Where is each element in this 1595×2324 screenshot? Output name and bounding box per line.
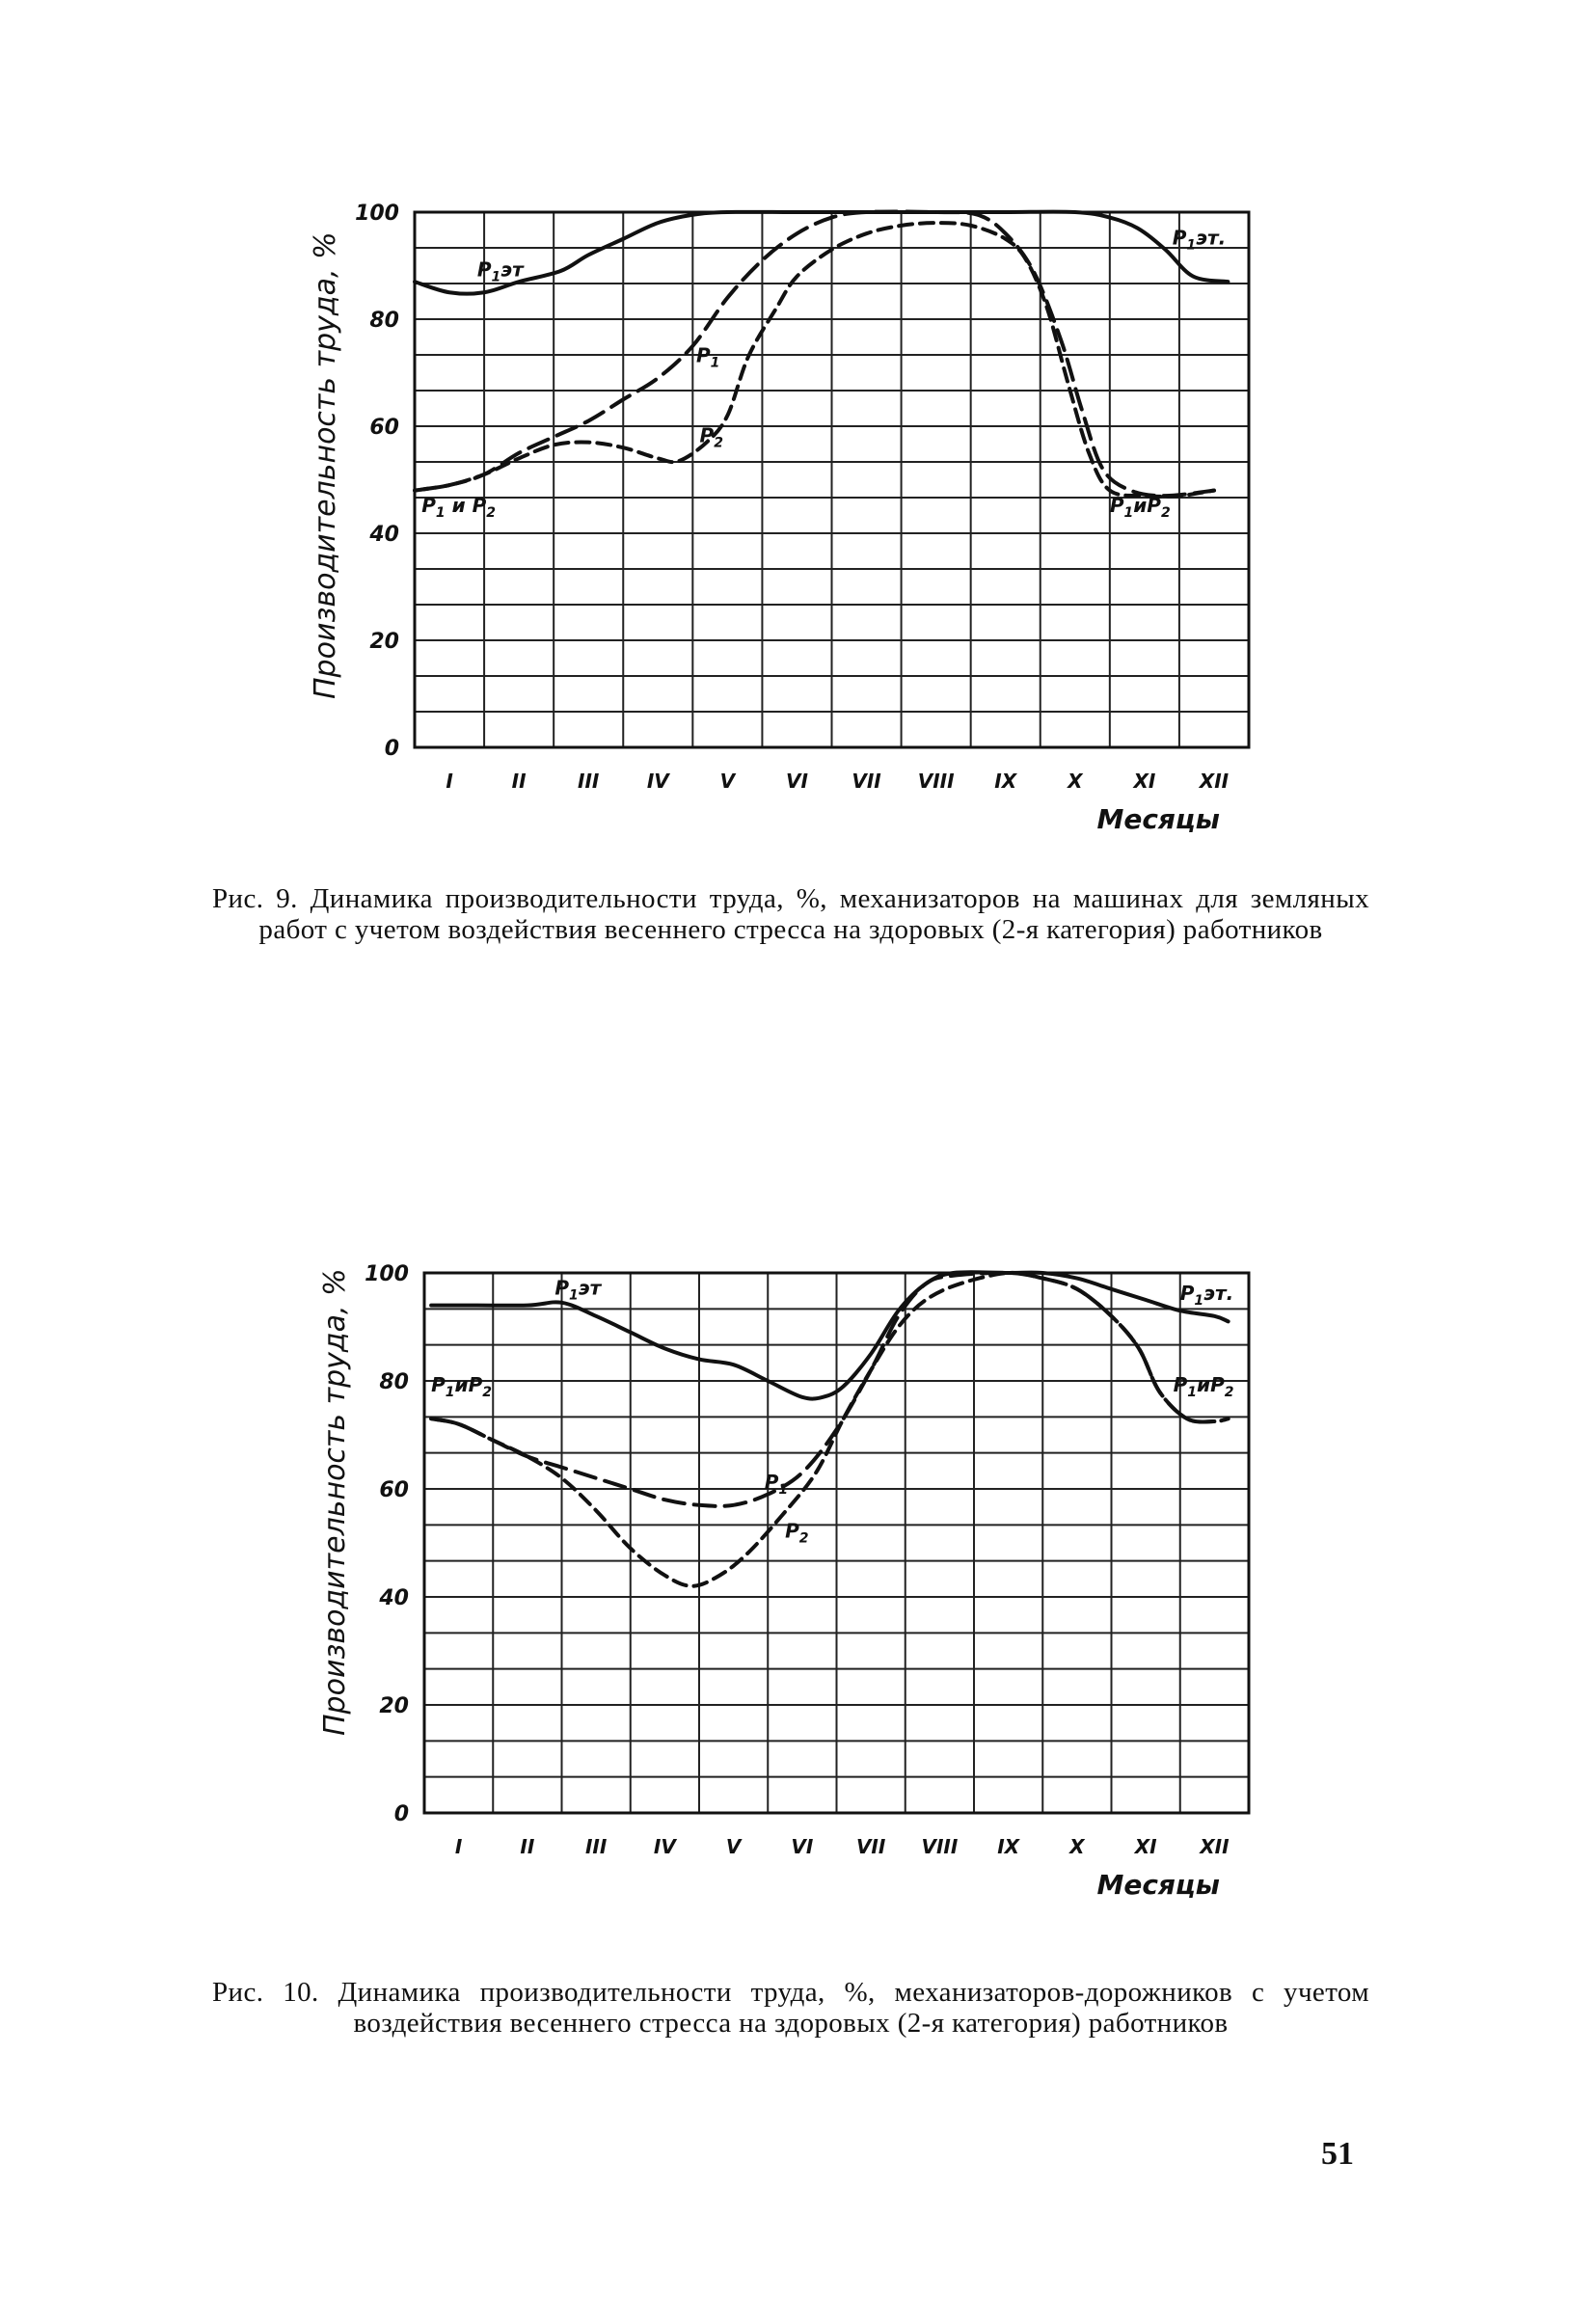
y-tick-label: 40 <box>379 1586 409 1610</box>
x-tick-label: II <box>511 770 527 793</box>
x-tick-label: X <box>1069 1835 1085 1858</box>
x-tick-label: XI <box>1133 770 1156 793</box>
series-label: $P_1эт$ <box>554 1276 602 1304</box>
y-tick-label: 20 <box>379 1694 409 1718</box>
x-tick-label: VII <box>852 770 881 793</box>
x-tick-label: IV <box>646 770 669 793</box>
series-label: $P_1иP_2$ <box>1173 1373 1234 1401</box>
x-tick-label: VI <box>791 1835 814 1858</box>
grid <box>415 212 1249 747</box>
series-line-p1 <box>415 212 1228 294</box>
x-tick-label: III <box>584 1835 608 1858</box>
x-tick-label: VII <box>855 1835 886 1858</box>
x-tick-label: VIII <box>917 770 955 793</box>
y-axis-label: Производительность труда, % <box>318 1268 352 1736</box>
chart-10 <box>289 1234 1311 1929</box>
grid <box>424 1273 1249 1813</box>
series-label: $P_2$ <box>699 423 723 451</box>
x-tick-label: II <box>520 1835 535 1858</box>
x-tick-label: XII <box>1199 770 1230 793</box>
figure-9-caption: Рис. 9. Динамика производительности труда, %, механизаторов на машинах для земляных работ с учетом воздействия весеннего стресса на здоровых (2-я категория) работников <box>212 883 1369 945</box>
x-tick-label: VI <box>785 770 808 793</box>
y-tick-label: 100 <box>355 202 399 226</box>
series-line-p2 <box>415 223 1214 497</box>
y-tick-label: 0 <box>384 737 399 761</box>
series-label: $P_1$ и $P_2$ <box>421 493 497 521</box>
series-label: $P_1эт$. <box>1172 226 1227 254</box>
y-tick-label: 0 <box>393 1802 409 1826</box>
figure-10 <box>289 1234 1311 1929</box>
x-tick-label: I <box>454 1835 463 1858</box>
x-axis-label: Месяцы <box>1096 1869 1220 1901</box>
figure-10-caption: Рис. 10. Динамика производительности труда, %, механизаторов-дорожников с учетом воздействия весеннего стресса на здоровых (2-я категория) работников <box>212 1977 1369 2039</box>
y-tick-label: 40 <box>369 523 399 547</box>
series-label: $P_1$ <box>764 1471 789 1498</box>
x-tick-label: III <box>578 770 600 793</box>
figure-9 <box>289 183 1311 858</box>
y-tick-label: 80 <box>369 309 399 333</box>
x-tick-label: V <box>725 1835 742 1858</box>
x-tick-label: XII <box>1200 1835 1230 1858</box>
x-tick-label: IX <box>997 1835 1020 1858</box>
y-tick-label: 80 <box>379 1370 409 1394</box>
x-tick-label: I <box>446 770 453 793</box>
series-label: $P_1иP_2$ <box>1109 493 1171 521</box>
x-axis-label: Месяцы <box>1096 803 1220 835</box>
x-tick-label: V <box>719 770 736 793</box>
y-axis-label: Производительность труда, % <box>309 231 342 699</box>
series-label: $P_1эт$ <box>476 257 524 285</box>
series-label: $P_1$ <box>695 343 720 371</box>
series-line-p1 <box>431 1272 1229 1401</box>
x-tick-label: XI <box>1134 1835 1157 1858</box>
series-label: $P_2$ <box>785 1519 809 1547</box>
x-tick-label: IV <box>653 1835 676 1858</box>
series-label: $P_1эт$. <box>1179 1282 1234 1309</box>
y-tick-label: 60 <box>379 1478 409 1502</box>
chart-9 <box>289 183 1311 858</box>
x-tick-label: IX <box>994 770 1017 793</box>
y-tick-label: 20 <box>369 630 399 654</box>
series-line-p2 <box>431 1273 1229 1586</box>
y-tick-label: 100 <box>365 1262 409 1286</box>
page-number: 51 <box>1321 2136 1354 2172</box>
series-label: $P_1иP_2$ <box>431 1373 492 1401</box>
x-tick-label: VIII <box>921 1835 959 1858</box>
x-tick-label: X <box>1068 770 1083 793</box>
y-tick-label: 60 <box>369 416 399 440</box>
